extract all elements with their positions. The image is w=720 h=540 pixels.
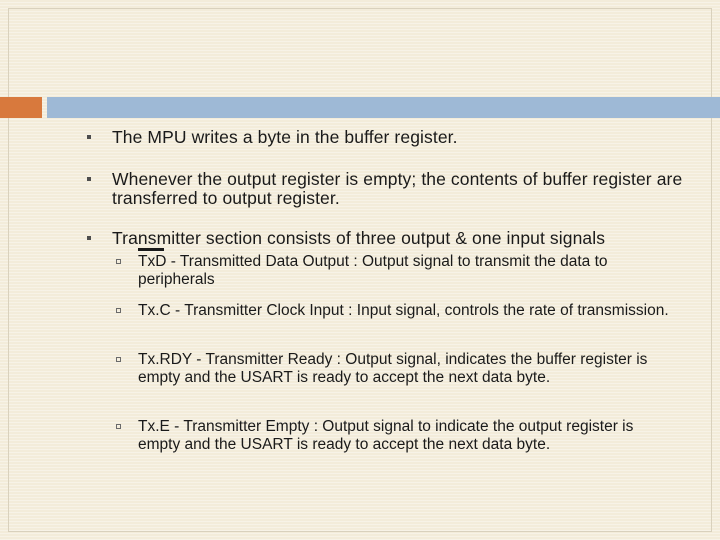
bullet-marker [87, 135, 91, 139]
sub-bullet-marker [116, 259, 121, 264]
sub-bullet-item [138, 253, 678, 288]
sub-bullet-text: TxD - Transmitted Data Output : Output signal to transmit the data to peripherals [138, 253, 608, 288]
bullet-item [112, 128, 692, 147]
bullet-text: Whenever the output register is empty; the contents of buffer register are transferred to output register. [112, 169, 683, 208]
sub-bullet-marker [116, 357, 121, 362]
bullet-text: Transmitter section consists of three output & one input signals [112, 228, 606, 248]
bullet-text: The MPU writes a byte in the buffer register. [112, 127, 458, 147]
sub-bullet-item [138, 351, 678, 386]
sub-bullet-item [138, 302, 678, 320]
sub-bullet-marker [116, 308, 121, 313]
bullet-item [112, 229, 692, 248]
sub-bullet-text: Tx.RDY - Transmitter Ready : Output signal, indicates the buffer register is empty and the USART is ready to accept the next data byte. [138, 351, 648, 386]
sub-bullet-item [138, 418, 678, 453]
sub-bullet-marker [116, 424, 121, 429]
bullet-marker [87, 177, 91, 181]
sub-bullet-text: Tx.E - Transmitter Empty : Output signal to indicate the output register is empty and the USART is ready to accept the next data byte. [138, 418, 634, 453]
bullet-item [112, 170, 692, 208]
active-low-overbar [138, 248, 164, 251]
bullet-marker [87, 236, 91, 240]
sub-bullet-text: Tx.C - Transmitter Clock Input : Input signal, controls the rate of transmission. [138, 302, 669, 319]
